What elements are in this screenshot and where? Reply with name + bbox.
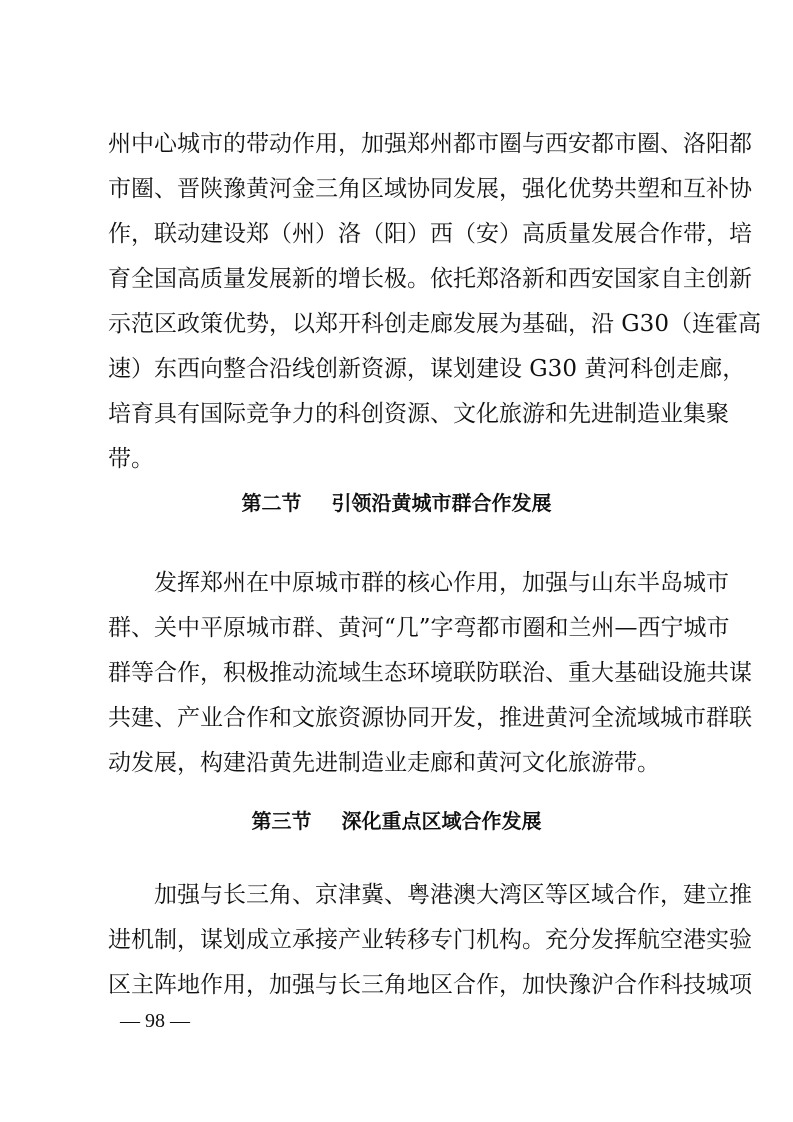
paragraph-line: 速）东西向整合沿线创新资源，谋划建设 G30 黄河科创走廊， (108, 356, 746, 382)
paragraph-line: 市圈、晋陕豫黄河金三角区域协同发展，强化优势共塑和互补协 (108, 176, 752, 202)
paragraph-line: 共建、产业合作和文旅资源协同开发，推进黄河全流域城市群联 (108, 705, 752, 731)
paragraph-line: 区主阵地作用，加强与长三角地区合作，加快豫沪合作科技城项 (108, 972, 752, 998)
paragraph-line: 群等合作，积极推动流域生态环境联防联治、重大基础设施共谋 (108, 660, 752, 686)
paragraph-line: 加强与长三角、京津冀、粤港澳大湾区等区域合作，建立推 (108, 882, 752, 908)
paragraph-line: 作，联动建设郑（州）洛（阳）西（安）高质量发展合作带，培 (108, 221, 752, 247)
section-title: 引领沿黄城市群合作发展 (331, 491, 552, 515)
section-heading (0, 488, 793, 518)
paragraph-line: 发挥郑州在中原城市群的核心作用，加强与山东半岛城市 (108, 570, 729, 596)
paragraph-line: 进机制，谋划成立承接产业转移专门机构。充分发挥航空港实验 (108, 927, 752, 953)
paragraph-line: 培育具有国际竞争力的科创资源、文化旅游和先进制造业集聚 (108, 401, 729, 427)
paragraph-line: 育全国高质量发展新的增长极。依托郑洛新和西安国家自主创新 (108, 266, 752, 292)
section-heading (0, 806, 793, 836)
section-number: 第三节 (251, 809, 312, 833)
page-number: — 98 — (120, 1010, 190, 1032)
paragraph-line: 带。 (108, 446, 154, 472)
paragraph-line: 动发展，构建沿黄先进制造业走廊和黄河文化旅游带。 (108, 750, 660, 776)
paragraph-line: 州中心城市的带动作用，加强郑州都市圈与西安都市圈、洛阳都 (108, 131, 752, 157)
paragraph-line: 群、关中平原城市群、黄河“几”字弯都市圈和兰州—西宁城市 (108, 615, 730, 641)
section-title: 深化重点区域合作发展 (341, 809, 542, 833)
section-number: 第二节 (241, 491, 302, 515)
paragraph-line: 示范区政策优势，以郑开科创走廊发展为基础，沿 G30（连霍高 (108, 311, 761, 337)
